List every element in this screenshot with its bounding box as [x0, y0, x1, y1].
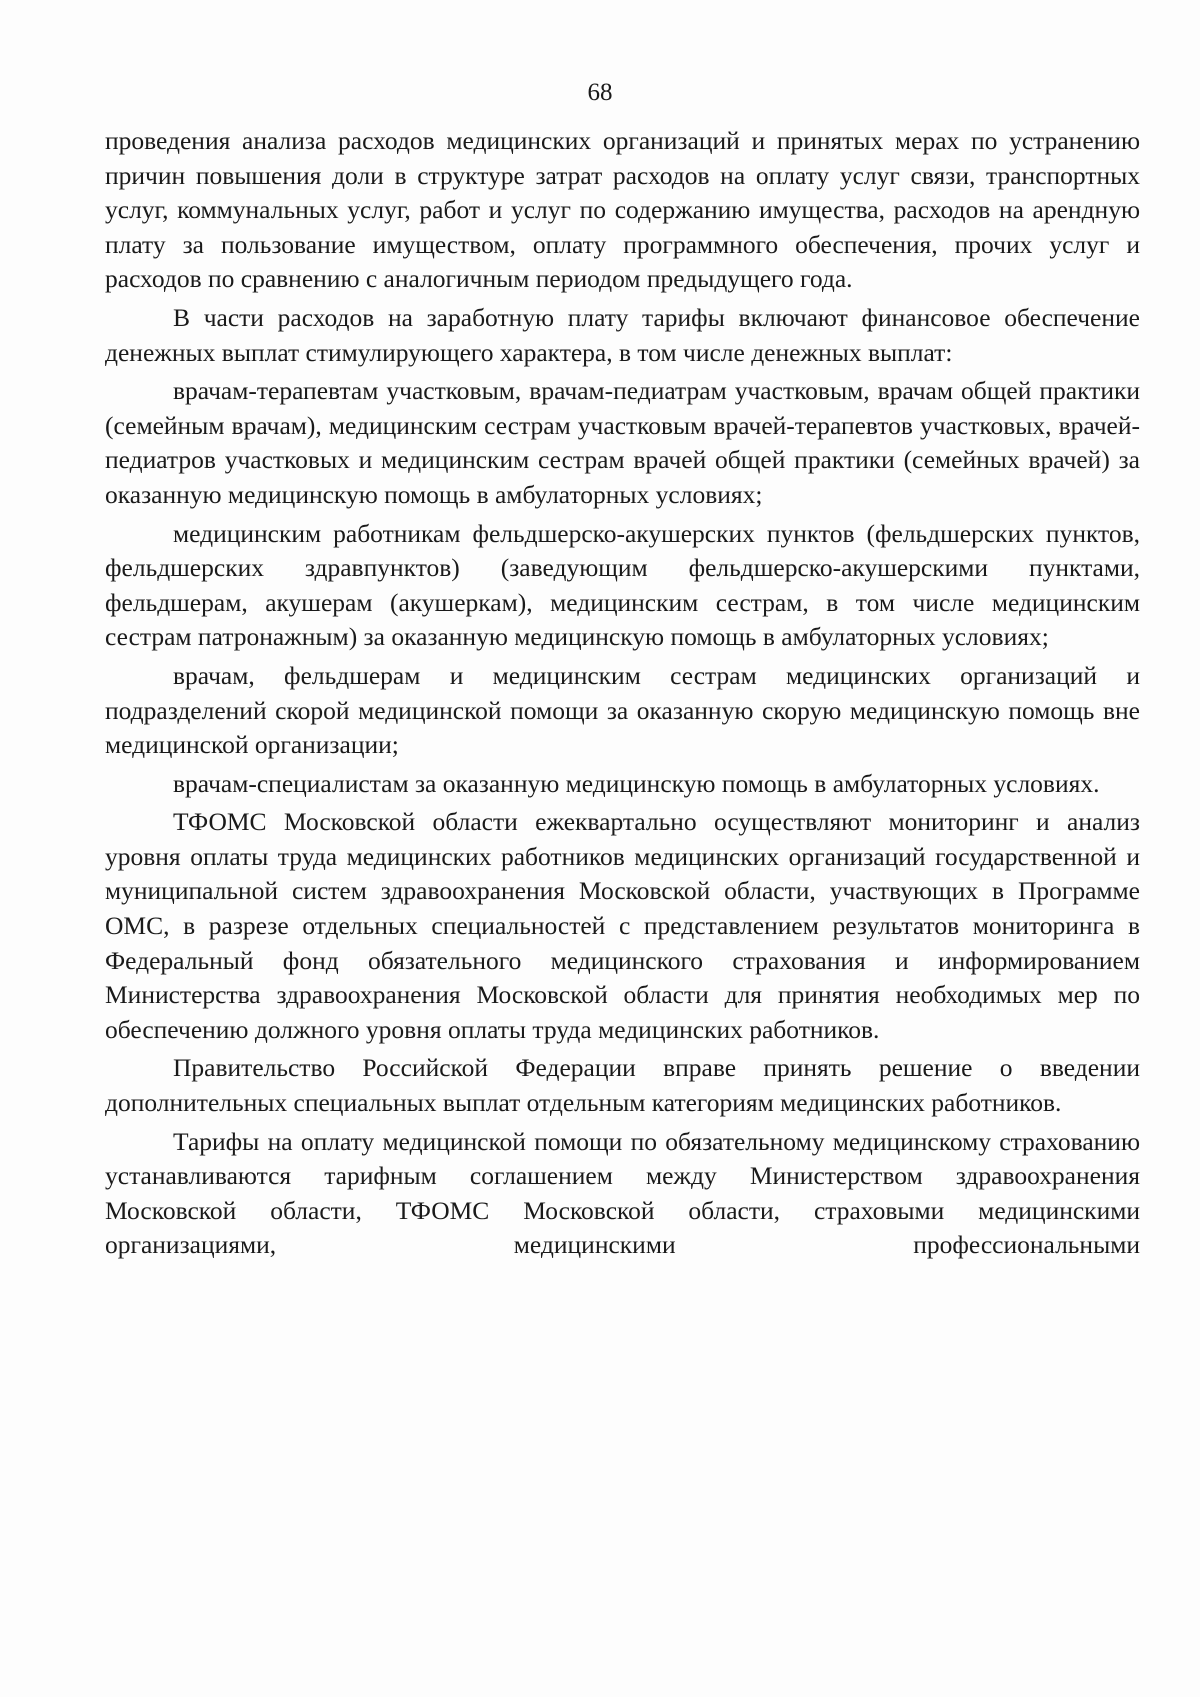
paragraph-list-item-emergency: врачам, фельдшерам и медицинским сестрам медицинских организаций и подразделений скорой медицинской помощи за оказанную скорую медицинскую помощь вне медицинской организации;	[105, 660, 1140, 760]
paragraph-continuation: проведения анализа расходов медицинских организаций и принятых мерах по устранению причин повышения доли в структуре затрат расходов на оплату услуг связи, транспортных услуг, коммунальных услуг, работ и услуг по содержанию имущества, расходов на арендную плату за пользование имуществом, оплату программного обеспечения, прочих услуг и расходов по сравнению с аналогичным периодом предыдущего года.	[105, 126, 1140, 294]
paragraph-monitoring: ТФОМС Московской области ежеквартально осуществляют мониторинг и анализ уровня оплаты труда медицинских работников медицинских организаций государственной и муниципальной систем здравоохранения Московской области, участвующих в Программе ОМС, в разрезе отдельных специальностей с представлением результатов мониторинга в Федеральный фонд обязательного медицинского страхования и информированием Министерства здравоохранения Московской области для принятия необходимых мер по обеспечению должного уровня оплаты труда медицинских работников.	[105, 807, 1140, 1044]
page-number: 68	[587, 79, 613, 106]
document-body	[105, 124, 1140, 1267]
paragraph-list-item-therapists: врачам-терапевтам участковым, врачам-педиатрам участковым, врачам общей практики (семейным врачам), медицинским сестрам участковым врачей-терапевтов участковых, врачей-педиатров участковых и медицинским сестрам врачей общей практики (семейных врачей) за оказанную медицинскую помощь в амбулаторных условиях;	[105, 376, 1140, 509]
paragraph-tariffs: Тарифы на оплату медицинской помощи по обязательному медицинскому страхованию устанавливаются тарифным соглашением между Министерством здравоохранения Московской области, ТФОМС Московской области, страховыми медицинскими организациями, медицинскими профессиональными	[105, 1126, 1140, 1260]
paragraph-list-item-feldsher-posts: медицинским работникам фельдшерско-акушерских пунктов (фельдшерских пунктов, фельдшерских здравпунктов) (заведующим фельдшерско-акушерскими пунктами, фельдшерам, акушерам (акушеркам), медицинским сестрам, в том числе медицинским сестрам патронажным) за оказанную медицинскую помощь в амбулаторных условиях;	[105, 518, 1140, 652]
paragraph-government-decision: Правительство Российской Федерации вправе принять решение о введении дополнительных специальных выплат отдельным категориям медицинских работников.	[105, 1053, 1140, 1118]
paragraph-salary-intro: В части расходов на заработную плату тарифы включают финансовое обеспечение денежных выплат стимулирующего характера, в том числе денежных выплат:	[105, 302, 1140, 367]
paragraph-list-item-specialists: врачам-специалистам за оказанную медицинскую помощь в амбулаторных условиях.	[173, 768, 1100, 798]
